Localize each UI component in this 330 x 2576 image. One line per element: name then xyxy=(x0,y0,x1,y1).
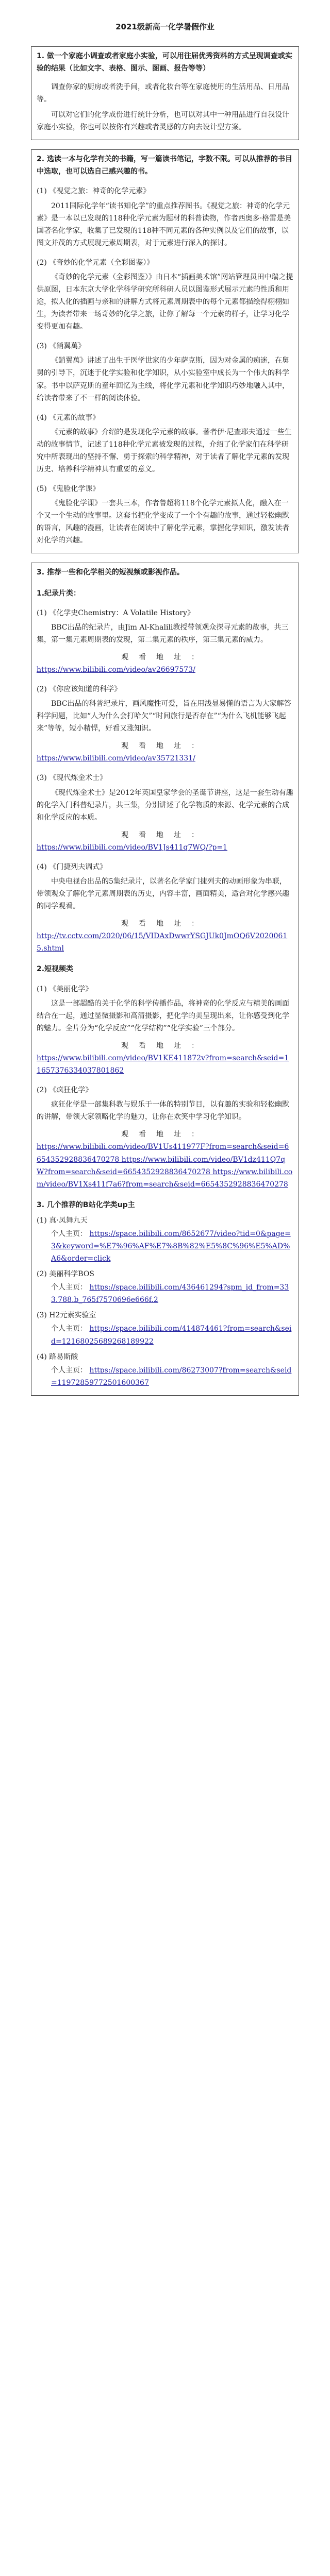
short-videos-header: 2.短视频类 xyxy=(37,965,74,974)
book-title: (2) 《奇妙的化学元素（全彩图鉴）》 xyxy=(37,258,154,267)
documentary-item xyxy=(37,861,293,955)
documentary-title: (4) 《门捷列夫调式》 xyxy=(37,862,107,871)
up-host-item xyxy=(37,1309,293,1347)
up-host-name: (2) 美丽科学BOS xyxy=(37,1270,94,1279)
homepage-link[interactable]: https://space.bilibili.com/414874461?from=search&seid=12168025689268189922 xyxy=(51,1325,292,1346)
up-host-item xyxy=(37,1214,293,1265)
homepage-link[interactable]: https://space.bilibili.com/8652677/video?tid=0&page=3&keyword=%E7%96%AF%E7%8B%82%E5%8C%96%E5%AD%A6&order=click xyxy=(51,1229,291,1263)
book-item xyxy=(37,340,293,404)
book-description: 《元素的故事》介绍的是发现化学元素的故事。著者伊·尼查耶夫通过一些生动的故事情节，记述了118种化学元素被发现的过程，介绍了化学家们在科学研究中所表现出的坚持不懈、勇于探索的科学精神，对于读者了解化学元素的发现历史、培养科学精神具有重要的意义。 xyxy=(37,428,292,473)
homepage-label: 个人主页： xyxy=(51,1325,87,1333)
book-description: 《鬼脸化学课》一套共三本，作者鲁超将118个化学元素拟人化，融入在一个又一个生动的故事里。这套书把化学变成了一个个有趣的故事，通过轻松幽默的语言，风趣的漫画，让读者在阅读中了解化学元素，掌握化学知识，激发读者对化学的兴趣。 xyxy=(37,499,289,545)
video-link[interactable]: https://www.bilibili.com/video/BV1KE411872v?from=search&seid=11657376334037801862 xyxy=(37,1054,289,1075)
up-host-item xyxy=(37,1351,293,1389)
task-1-header: 1. 做一个家庭小调查或者家庭小实验，可以用往届优秀资料的方式呈现调查或实验的结果（比如文字、表格、图示、图画、报告等等） xyxy=(37,52,292,73)
book-description: 2011国际化学年“读书知化学”的重点推荐图书。《视觉之旅：神奇的化学元素》是一本以已发现的118种化学元素为题材的科普读物，作者西奥多·格雷是美国著名化学家，收集了已发现的118种不同元素的各种实例以及它们的故事，以图文并茂的方式展现元素周期表，对于元素进行深入的探讨。 xyxy=(37,201,291,247)
documentary-title: (3) 《现代炼金术士》 xyxy=(37,774,107,783)
book-title: (5) 《鬼脸化学课》 xyxy=(37,485,100,494)
task-1-paragraph: 调查你家的厨房或者洗手间，或者化妆台等在家庭使用的生活用品、日用品等。 xyxy=(37,82,289,104)
documentary-item xyxy=(37,772,293,853)
watch-address-label: 观看地址： xyxy=(121,920,209,928)
book-title: (1) 《视觉之旅：神奇的化学元素》 xyxy=(37,187,151,196)
short-video-title: (1) 《美丽化学》 xyxy=(37,985,93,993)
documentary-description: 《现代炼金术士》是2012年英国皇家学会的圣诞节讲座，这是一套生动有趣的化学入门科普纪录片，共三集，分别讲述了化学物质的来源、化学元素的合成和化学反应的本质。 xyxy=(37,788,293,822)
homepage-label: 个人主页： xyxy=(51,1229,87,1238)
book-description: 《奇妙的化学元素（全彩图鉴）》由日本“插画美术馆”网站管理员田中瑞之提供原图，日本东京大学化学科学研究所科研人员以图鉴形式展示元素的性质和用途，拟人化的插画与亲和的讲解方式将元素周期表中的每个元素都描绘得栩栩如生，为读者带来一场奇妙的化学之旅，让你了解每一个元素的样子，让学习化学变得更加有趣。 xyxy=(37,273,293,331)
task-3-box xyxy=(31,563,299,1395)
task-2-box xyxy=(31,149,299,553)
watch-address-label: 观看地址： xyxy=(121,1130,209,1139)
book-item xyxy=(37,483,293,547)
homepage-link[interactable]: https://space.bilibili.com/436461294?spm_id_from=333.788.b_765f7570696e666f.2 xyxy=(51,1283,289,1304)
task-1-box xyxy=(31,46,299,140)
video-link[interactable]: https://www.bilibili.com/video/av35721331/ xyxy=(37,754,195,763)
link-wrapper xyxy=(37,841,293,854)
documentary-description: BBC出品的科普纪录片，画风魔性可爱，旨在用浅显易懂的语言为大家解答科学问题，比如“人为什么会打哈欠”“时间旅行是否存在”“为什么飞机能够飞起来”等等，短小精悍，好看又涨知识。 xyxy=(37,700,291,733)
documentary-item xyxy=(37,683,293,765)
short-video-item xyxy=(37,1084,293,1191)
book-title: (3) 《銷翼萬》 xyxy=(37,342,86,351)
task-1-paragraph: 可以对它们的化学成份进行统计分析，也可以对其中一种用品进行自我设计家庭小实验，你也可以按你有兴趣或者灵感的方向去设计型方案。 xyxy=(37,111,289,132)
up-host-name: (4) 路易斯酸 xyxy=(37,1352,78,1361)
page-title: 2021级新高一化学暑假作业 xyxy=(116,22,214,31)
link-wrapper xyxy=(37,664,293,676)
task-2-header: 2. 选读一本与化学有关的书籍，写一篇读书笔记，字数不限。可以从推荐的书目中选取，也可以选自己感兴趣的书。 xyxy=(37,155,292,176)
host-link-row xyxy=(51,1323,293,1347)
watch-address-label: 观看地址： xyxy=(121,653,209,662)
documentaries-header: 1.纪录片类： xyxy=(37,589,81,598)
watch-address-label: 观看地址： xyxy=(121,831,209,839)
short-video-description: 这是一部超酷的关于化学的科学传播作品，将神奇的化学反应与精美的画面结合在一起，通过显微摄影和高清摄影，把化学的美呈现出来，让你感受到化学的魅力。全片分为“化学反应”“化学结构”“化学实验”三个部分。 xyxy=(37,999,289,1032)
host-link-row xyxy=(51,1364,293,1389)
watch-address-label: 观看地址： xyxy=(121,742,209,751)
book-title: (4) 《元素的故事》 xyxy=(37,413,100,422)
documentary-description: BBC出品的纪录片，由Jim Al-Khalili教授带领观众探寻元素的故事，共三集，第一集元素周期表的发现，第二集元素的秩序，第三集元素的威力。 xyxy=(37,623,289,644)
documentary-item xyxy=(37,607,293,676)
book-item xyxy=(37,257,293,333)
short-video-description: 疯狂化学是一部集科教与娱乐于一体的特别节目，以有趣的实验和轻松幽默的讲解，带领大家领略化学的魅力，让你在欢笑中学习化学知识。 xyxy=(37,1100,289,1122)
video-link[interactable]: https://www.bilibili.com/video/av26697573/ xyxy=(37,665,195,674)
up-host-name: (3) H2元素实验室 xyxy=(37,1311,96,1320)
video-link[interactable]: https://www.bilibili.com/video/BV1Js411q7WQ/?p=1 xyxy=(37,843,227,852)
documentary-description: 中央电视台出品的5集纪录片，以著名化学家门捷列夫的动画形象为串联，带领观众了解化学元素周期表的历史，内容丰富，画面精美，适合对化学感兴趣的同学观看。 xyxy=(37,877,289,911)
link-wrapper xyxy=(37,1141,293,1190)
task-3-header: 3. 推荐一些和化学相关的短视频或影视作品。 xyxy=(37,568,184,577)
host-link-row xyxy=(51,1281,293,1306)
homepage-label: 个人主页： xyxy=(51,1283,87,1292)
host-link-row xyxy=(51,1228,293,1265)
link-wrapper xyxy=(37,930,293,955)
documentary-title: (1) 《化学史Chemistry：A Volatile History》 xyxy=(37,608,194,617)
short-video-item xyxy=(37,983,293,1077)
watch-address-label: 观看地址： xyxy=(121,1041,209,1050)
book-item xyxy=(37,412,293,476)
up-host-item xyxy=(37,1268,293,1306)
documentary-title: (2) 《你应该知道的科学》 xyxy=(37,685,122,693)
book-item xyxy=(37,185,293,249)
book-description: 《銷翼萬》讲述了出生于医学世家的少年萨克斯，因为对金属的痴迷，在舅舅的引导下，沉迷于化学实验和化学知识，从小实验室中成长为一个伟大的科学家。书中以萨克斯的童年回忆为主线，将化学元素和化学知识巧妙地融入其中，给读者带来了不一样的阅读体验。 xyxy=(37,357,289,402)
video-link[interactable]: https://www.bilibili.com/video/BV1Us411977F?from=search&seid=6654352928836470278 https://www.bilibili.com/video/BV1dz411Q7qW?from=search&seid=6654352928836470278 https://www.bilibili.com/video/BV1Xs411f7a6?from=search&seid=6654352928836470278 xyxy=(37,1143,293,1189)
video-link[interactable]: http://tv.cctv.com/2020/06/15/VIDAxDwwrYSGJUk0JmOQ6V20200615.shtml xyxy=(37,932,288,953)
homepage-link[interactable]: https://space.bilibili.com/86273007?from=search&seid=11972859772501600367 xyxy=(51,1366,292,1387)
link-wrapper xyxy=(37,752,293,765)
up-hosts-header: 3. 几个推荐的B站化学类up主 xyxy=(37,1200,135,1209)
short-video-title: (2) 《疯狂化学》 xyxy=(37,1086,93,1095)
link-wrapper xyxy=(37,1052,293,1077)
up-host-name: (1) 真·凤舞九天 xyxy=(37,1216,88,1225)
homepage-label: 个人主页： xyxy=(51,1366,87,1375)
